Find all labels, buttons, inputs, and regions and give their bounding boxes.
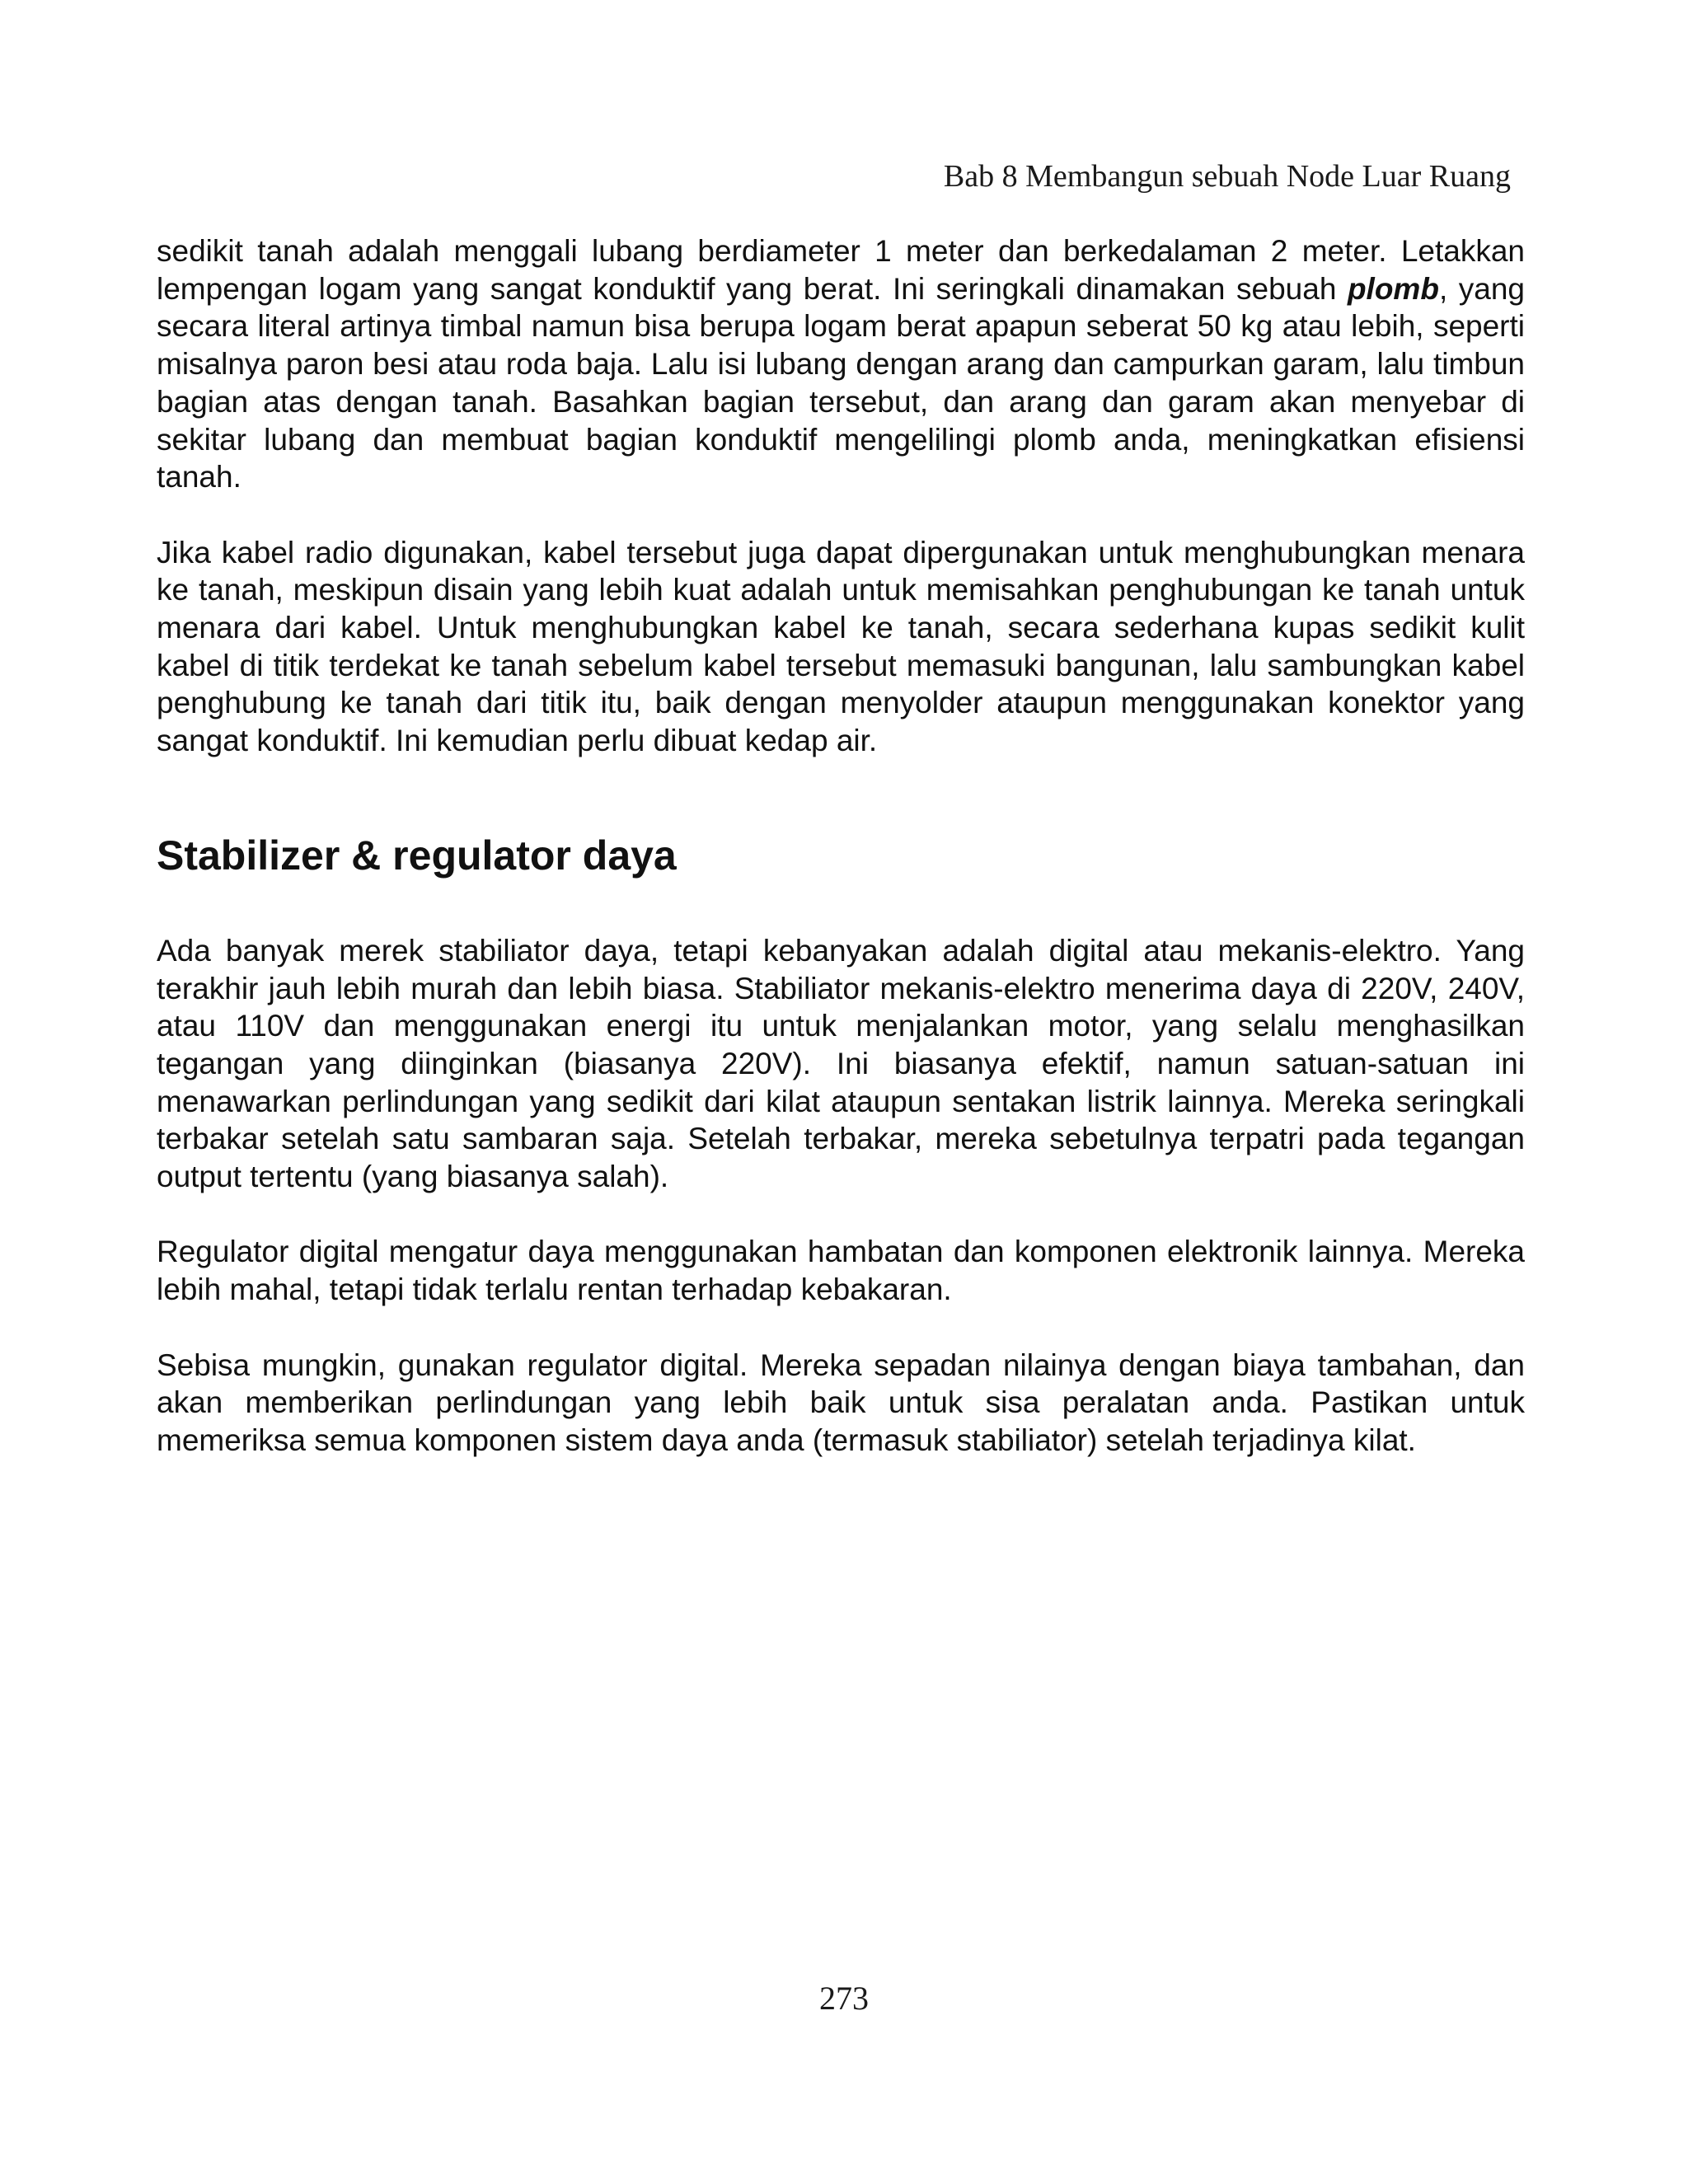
- page-content: [157, 232, 1525, 1460]
- term-plomb: plomb: [1347, 271, 1439, 306]
- section-heading: Stabilizer & regulator daya: [157, 832, 677, 879]
- paragraph-recommendation: Sebisa mungkin, gunakan regulator digital. Mereka sepadan nilainya dengan biaya tambahan, dan akan memberikan perlindungan yang lebih baik untuk sisa peralatan anda. Pastikan untuk memeriksa semua komponen sistem daya anda (termasuk stabiliator) setelah terjadinya kilat.: [157, 1347, 1525, 1457]
- running-header: Bab 8 Membangun sebuah Node Luar Ruang: [943, 159, 1511, 194]
- paragraph-cable-grounding: Jika kabel radio digunakan, kabel tersebut juga dapat dipergunakan untuk menghubungkan menara ke tanah, meskipun disain yang lebih kuat adalah untuk memisahkan penghubungan ke tanah untuk menara dari kabel. Untuk menghubungkan kabel ke tanah, secara sederhana kupas sedikit kulit kabel di titik terdekat ke tanah sebelum kabel tersebut memasuki bangunan, lalu sambungkan kabel penghubung ke tanah dari titik itu, baik dengan menyolder ataupun menggunakan konektor yang sangat konduktif. Ini kemudian perlu dibuat kedap air.: [157, 535, 1525, 758]
- page-number: 273: [819, 1980, 869, 2017]
- paragraph-grounding-plomb: [157, 232, 1525, 496]
- paragraph-stabilizer-types: Ada banyak merek stabiliator daya, tetapi kebanyakan adalah digital atau mekanis-elektro. Yang terakhir jauh lebih murah dan lebih biasa. Stabiliator mekanis-elektro menerima daya di 220V, 240V, atau 110V dan menggunakan energi itu untuk menjalankan motor, yang selalu menghasilkan tegangan yang diinginkan (biasanya 220V). Ini biasanya efektif, namun satuan-satuan ini menawarkan perlindungan yang sedikit dari kilat ataupun sentakan listrik lainnya. Mereka seringkali terbakar setelah satu sambaran saja. Setelah terbakar, mereka sebetulnya terpatri pada tegangan output tertentu (yang biasanya salah).: [157, 933, 1525, 1194]
- paragraph-digital-regulator: Regulator digital mengatur daya menggunakan hambatan dan komponen elektronik lainnya. Mereka lebih mahal, tetapi tidak terlalu rentan terhadap kebakaran.: [157, 1235, 1525, 1307]
- paragraph-text: , yang secara literal artinya timbal namun bisa berupa logam berat apapun seberat 50 kg atau lebih, seperti misalnya paron besi atau roda baja. Lalu isi lubang dengan arang dan campurkan garam, lalu timbun bagian atas dengan tanah. Basahkan bagian tersebut, dan arang dan garam akan menyebar di sekitar lubang dan membuat bagian konduktif mengelilingi plomb anda, meningkatkan efisiensi tanah.: [157, 271, 1526, 494]
- paragraph-text: sedikit tanah adalah menggali lubang berdiameter 1 meter dan berkedalaman 2 meter. Letakkan lempengan logam yang sangat konduktif yang berat. Ini seringkali dinamakan sebuah: [157, 234, 1525, 306]
